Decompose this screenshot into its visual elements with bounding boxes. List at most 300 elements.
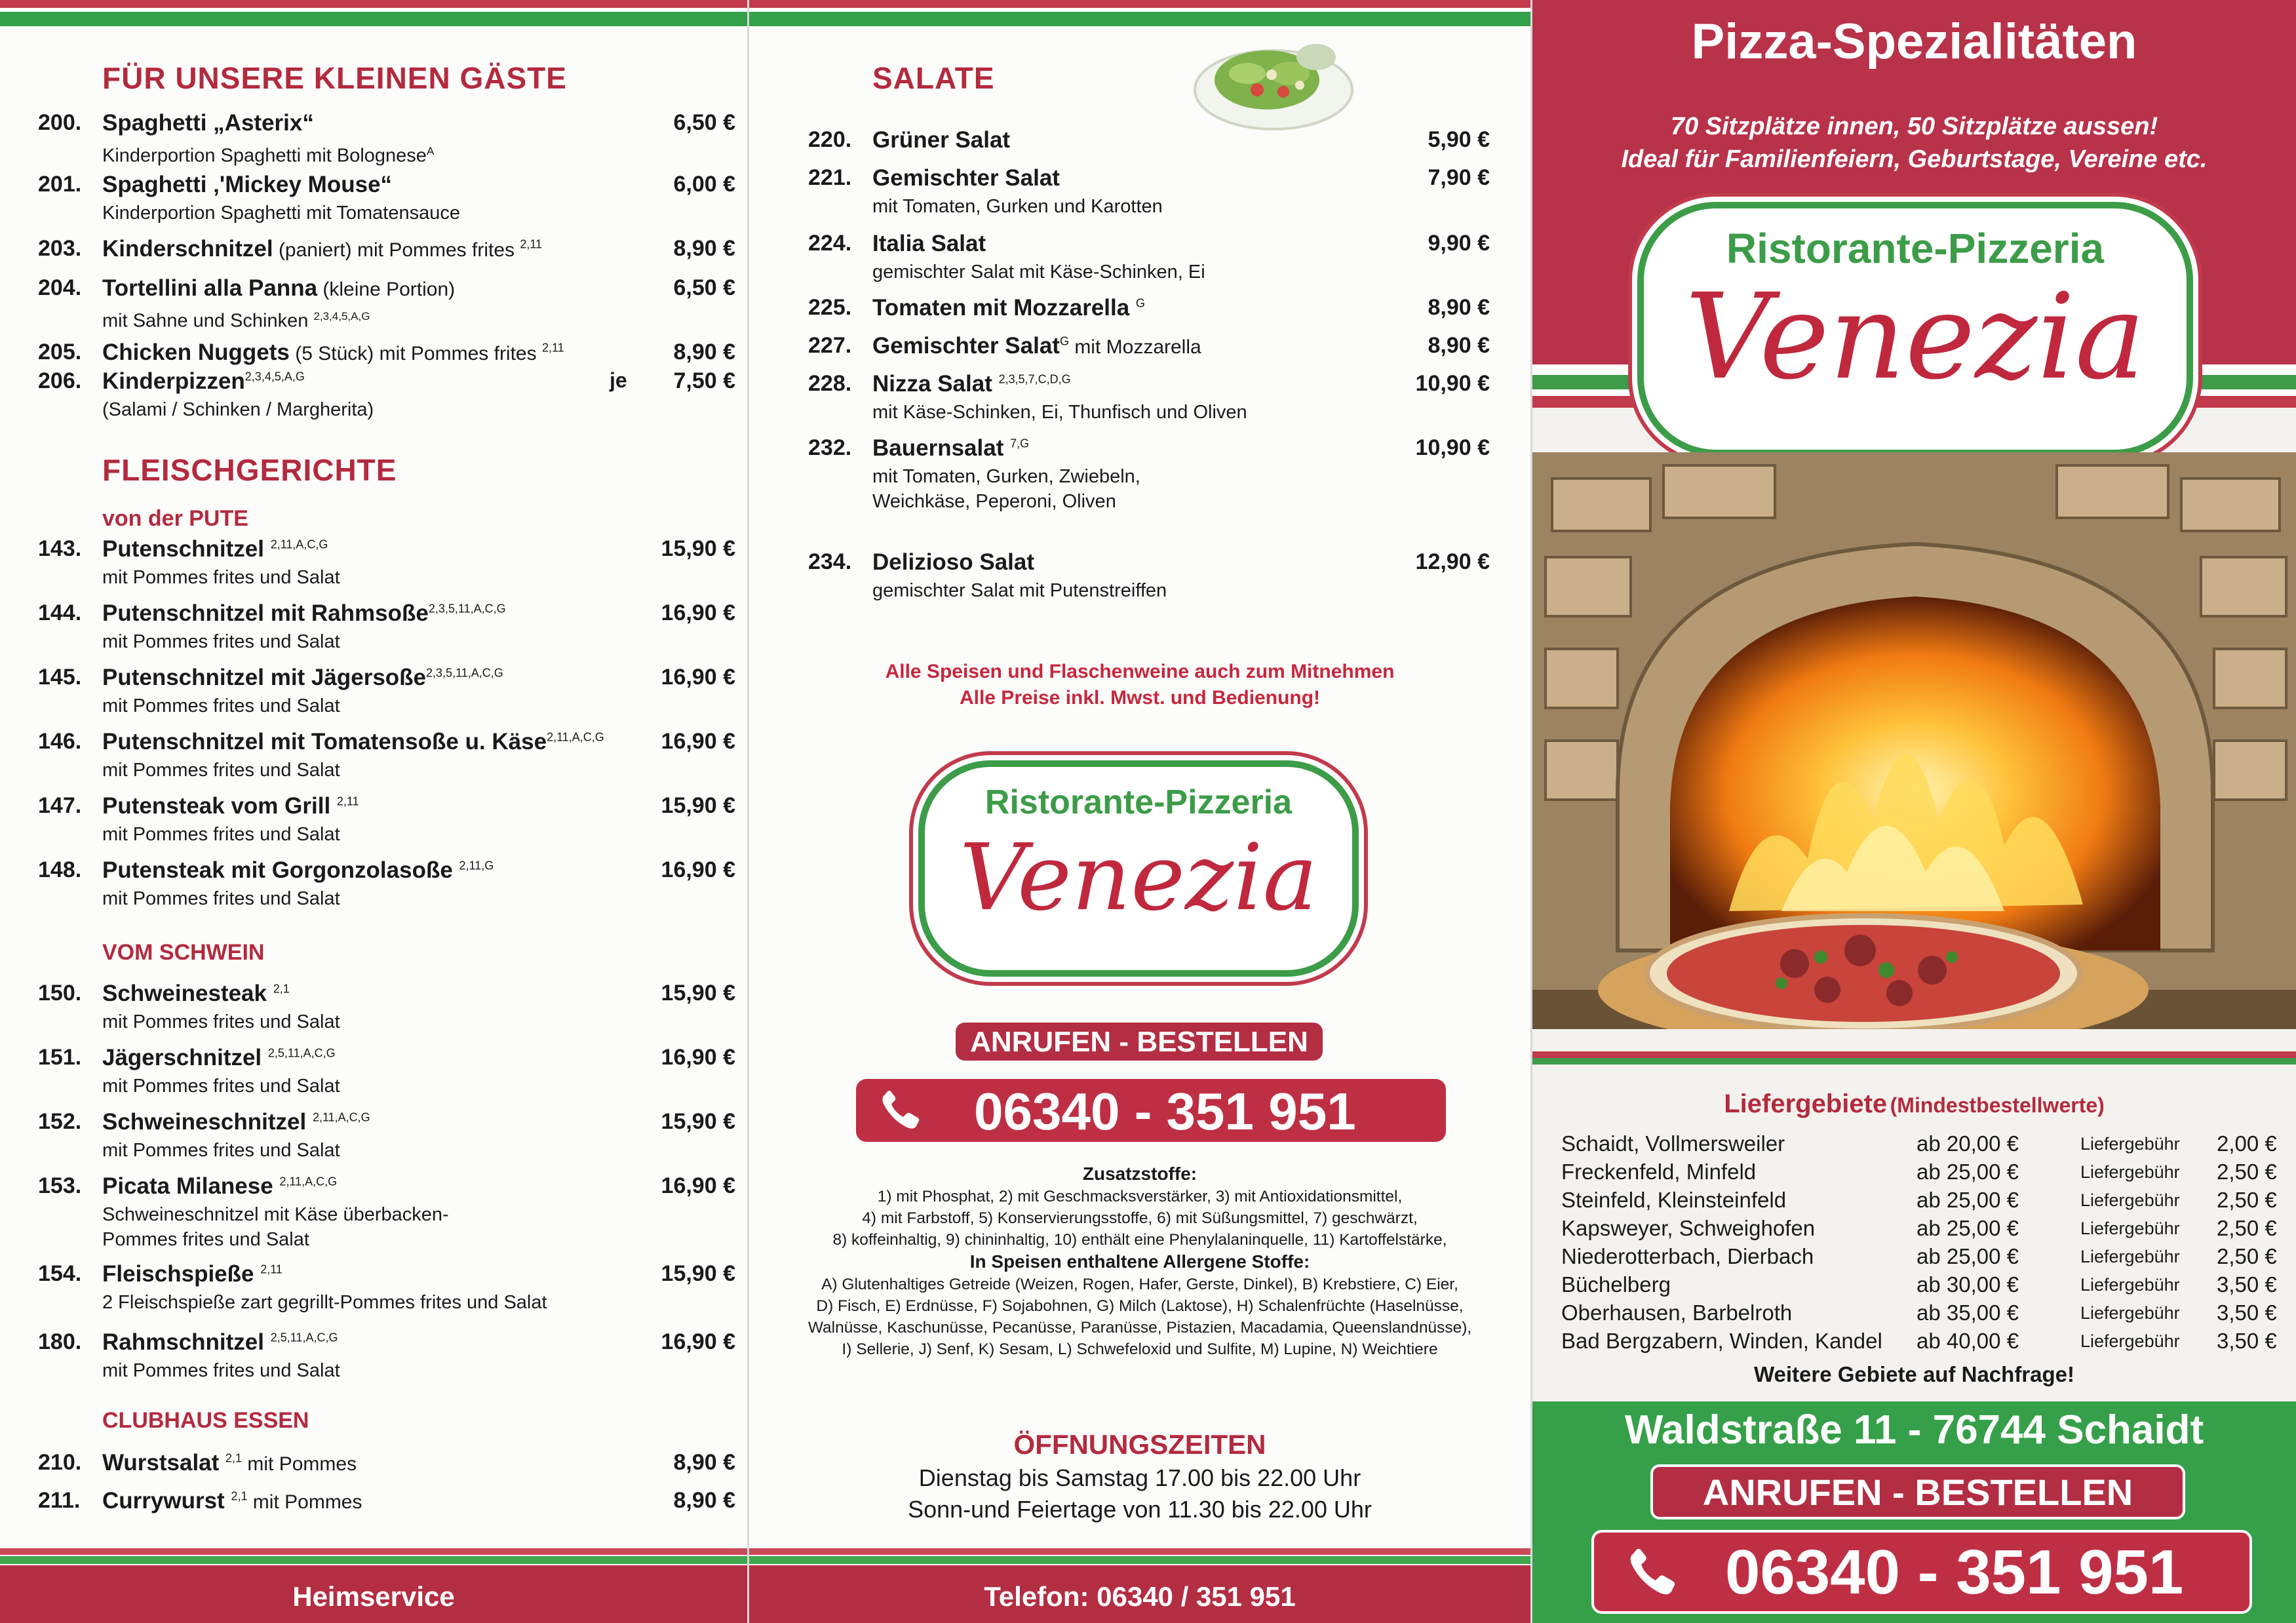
item-description: [102, 758, 340, 783]
pizza-heading: Pizza-Spezialitäten: [1691, 14, 2137, 69]
prices-note: Alle Preise inkl. Mwst. und Bedienung!: [959, 687, 1321, 709]
menu-panel-middle: [747, 0, 1530, 1623]
allergen-codes: 2,11,A,C,G: [270, 538, 328, 551]
delivery-area: Bad Bergzabern, Winden, Kandel: [1561, 1329, 1882, 1353]
item-description: [102, 1009, 340, 1034]
item-price: 7,50 €: [673, 368, 735, 393]
item-description: [872, 400, 1247, 425]
item-number: 211.: [38, 1488, 81, 1513]
menu-item: [749, 231, 1530, 290]
fee-label: Liefergebühr: [2080, 1331, 2180, 1351]
logo-script: Venezia: [1684, 269, 2146, 406]
call-order-badge: ANRUFEN - BESTELLEN: [956, 1023, 1323, 1061]
description-text: mit Sahne und Schinken: [102, 310, 314, 332]
divider-red: [1532, 1051, 2296, 1058]
section-title-salads: SALATE: [872, 61, 995, 95]
delivery-heading: [1532, 1089, 2296, 1119]
item-title: Chicken Nuggets: [102, 340, 290, 365]
item-price: 8,90 €: [1428, 333, 1490, 358]
item-extra: (5 Stück) mit Pommes frites: [289, 343, 542, 364]
item-number: 224.: [808, 231, 852, 256]
item-title: Gemischter Salat: [872, 333, 1060, 359]
minimum-order: ab 25,00 €: [1917, 1160, 2019, 1184]
item-name: [102, 793, 359, 819]
item-name: [872, 549, 1034, 576]
item-name: [872, 231, 986, 257]
cover-logo: [1637, 202, 2193, 456]
allergen-codes: G: [1135, 296, 1145, 310]
subsection-schwein: VOM SCHWEIN: [102, 940, 265, 965]
additives-line: 8) koffeinhaltig, 9) chininhaltig, 10) enthält eine Phenylalaninquelle, 11) Kartoffelstärke,: [832, 1231, 1447, 1249]
item-price: 9,90 €: [1428, 231, 1490, 256]
item-name: [102, 1329, 338, 1356]
item-name: [872, 127, 1010, 153]
footer-telephone: Telefon: 06340 / 351 951: [749, 1565, 1530, 1623]
item-name: [102, 536, 328, 562]
fee-label: Liefergebühr: [2080, 1190, 2180, 1210]
opening-hours-weekdays: Dienstag bis Samstag 17.00 bis 22.00 Uhr: [918, 1464, 1361, 1491]
item-name: [102, 600, 506, 627]
minimum-order: ab 25,00 €: [1917, 1244, 2019, 1268]
item-name: [102, 981, 290, 1007]
item-title: Kinderpizzen: [102, 368, 245, 394]
section-title-kids: FÜR UNSERE KLEINEN GÄSTE: [102, 61, 567, 95]
address: Waldstraße 11 - 76744 Schaidt: [1624, 1407, 2204, 1453]
delivery-area: Niederotterbach, Dierbach: [1561, 1244, 1814, 1268]
item-price: 12,90 €: [1415, 549, 1490, 574]
delivery-row: [1561, 1160, 2295, 1188]
item-title: Putensteak vom Grill: [102, 793, 337, 819]
item-price: 15,90 €: [661, 536, 735, 561]
item-description: [102, 1074, 340, 1099]
item-price: 16,90 €: [661, 1045, 735, 1070]
phone-icon: [878, 1089, 923, 1131]
phone-number: 06340 - 351 951: [974, 1082, 1356, 1141]
item-name: [102, 110, 314, 136]
seats-info: 70 Sitzplätze innen, 50 Sitzplätze aussen!: [1670, 113, 2158, 140]
item-number: 232.: [808, 435, 852, 460]
item-title: Tomaten mit Mozzarella: [872, 295, 1136, 321]
description-text: Schweineschnitzel mit Käse überbacken-: [102, 1204, 449, 1225]
item-number: 221.: [808, 165, 852, 190]
minimum-order: ab 25,00 €: [1917, 1216, 2019, 1240]
delivery-title: Liefergebiete: [1724, 1089, 1888, 1118]
allergens-line: D) Fisch, E) Erdnüsse, F) Sojabohnen, G) Milch (Laktose), H) Schalenfrüchte (Haselnüsse,: [816, 1297, 1464, 1315]
fee-label: Liefergebühr: [2080, 1303, 2180, 1323]
fee-label: Liefergebühr: [2080, 1134, 2180, 1154]
item-name: [872, 435, 1029, 461]
description-text: mit Pommes frites und Salat: [102, 1011, 340, 1032]
delivery-row: [1561, 1300, 2295, 1329]
description-text: mit Käse-Schinken, Ei, Thunfisch und Oliven: [872, 402, 1247, 423]
allergens-line: Walnüsse, Kaschunüsse, Pecanüsse, Paranüsse, Pistazien, Macadamia, Queenslandnüsse),: [807, 1319, 1472, 1337]
allergens-line: A) Glutenhaltiges Getreide (Weizen, Rogen, Hafer, Gerste, Dinkel), B) Krebstiere, C) Eier,: [821, 1276, 1458, 1293]
description-text: (Salami / Schinken / Margherita): [102, 399, 374, 420]
item-number: 204.: [38, 275, 82, 300]
item-number: 153.: [38, 1173, 82, 1198]
opening-hours-title: ÖFFNUNGSZEITEN: [1013, 1429, 1266, 1460]
phone-number: 06340 - 351 951: [1725, 1537, 2184, 1607]
menu-item: [0, 793, 747, 852]
item-name: [872, 371, 1071, 397]
item-price: 16,90 €: [661, 1329, 735, 1354]
menu-item: [0, 1173, 747, 1250]
delivery-area: Steinfeld, Kleinsteinfeld: [1561, 1188, 1787, 1212]
takeaway-note: Alle Speisen und Flaschenweine auch zum Mitnehmen: [885, 661, 1395, 682]
allergen-codes: 2,11,G: [459, 859, 494, 872]
item-title: Picata Milanese: [102, 1173, 280, 1199]
menu-item: [0, 600, 747, 659]
item-price: 8,90 €: [673, 1488, 735, 1513]
item-description: [102, 886, 340, 911]
item-name: [102, 1261, 282, 1287]
item-number: 150.: [38, 981, 82, 1006]
description-text: mit Pommes frites und Salat: [102, 567, 340, 588]
events-info: Ideal für Familienfeiern, Geburtstage, Vereine etc.: [1621, 146, 2208, 173]
menu-item: [0, 1109, 747, 1168]
allergen-codes: 2,11,A,C,G: [312, 1110, 370, 1124]
description-text: mit Pommes frites und Salat: [102, 1140, 340, 1161]
description-text: mit Pommes frites und Salat: [102, 824, 340, 845]
fee-label: Liefergebühr: [2080, 1247, 2180, 1266]
delivery-fee: 2,50 €: [2217, 1188, 2277, 1212]
allergen-codes: 2,5,11,A,C,G: [267, 1046, 336, 1060]
item-title: Italia Salat: [872, 231, 986, 256]
item-description: [102, 139, 434, 168]
item-number: 148.: [38, 857, 82, 882]
description-text: Kinderportion Spaghetti mit Tomatensauce: [102, 203, 460, 224]
item-title: Putenschnitzel: [102, 536, 271, 562]
item-title: Wurstsalat: [102, 1450, 226, 1476]
item-description: [102, 1202, 449, 1252]
additives-line: 4) mit Farbstoff, 5) Konservierungsstoffe, 6) mit Süßungsmittel, 7) geschwärzt,: [862, 1209, 1418, 1227]
fee-label: Liefergebühr: [2080, 1162, 2180, 1182]
additives-line: 1) mit Phosphat, 2) mit Geschmacksverstärker, 3) mit Antioxidationsmittel,: [877, 1188, 1403, 1205]
menu-item: [0, 172, 747, 231]
item-title: Putenschnitzel mit Tomatensoße u. Käse: [102, 729, 547, 754]
menu-item: [0, 275, 747, 334]
fee-label: Liefergebühr: [2080, 1219, 2180, 1238]
item-number: 210.: [38, 1450, 82, 1475]
description-text: mit Tomaten, Gurken, Zwiebeln,: [872, 466, 1140, 487]
item-number: 143.: [38, 536, 82, 561]
allergens-line: I) Sellerie, J) Senf, K) Sesam, L) Schwefeloxid und Sulfite, M) Lupine, N) Weichtiere: [842, 1340, 1438, 1358]
minimum-order: ab 30,00 €: [1917, 1272, 2019, 1297]
item-title: Schweineschnitzel: [102, 1109, 313, 1135]
item-price: 7,90 €: [1428, 165, 1490, 190]
allergen-codes: 2,3,4,5,A,G: [313, 310, 370, 323]
menu-item: [0, 1488, 747, 1547]
item-extra: mit Pommes: [247, 1491, 362, 1513]
item-number: 203.: [38, 236, 82, 261]
menu-item: [749, 435, 1530, 512]
item-name: [102, 172, 392, 198]
allergen-codes: 2,11: [260, 1262, 282, 1276]
allergen-codes: 2,11: [520, 237, 543, 251]
allergen-codes: 2,11: [541, 341, 564, 355]
item-price: 16,90 €: [661, 857, 735, 882]
item-description: [102, 201, 460, 225]
delivery-fee: 3,50 €: [2217, 1329, 2277, 1353]
item-name: [102, 236, 542, 262]
item-number: 228.: [808, 371, 852, 396]
description-text: mit Pommes frites und Salat: [102, 695, 340, 716]
item-name: [872, 295, 1145, 321]
item-price: 15,90 €: [661, 981, 735, 1006]
description-text: mit Pommes frites und Salat: [102, 1076, 340, 1097]
description-text: gemischter Salat mit Käse-Schinken, Ei: [872, 262, 1205, 283]
description-text: Kinderportion Spaghetti mit Bolognese: [102, 145, 427, 166]
allergen-codes: 7,G: [1010, 437, 1030, 450]
delivery-row: [1561, 1244, 2295, 1273]
allergen-codes: 2,1: [231, 1489, 248, 1503]
item-name: [102, 1450, 357, 1476]
item-title: Currywurst: [102, 1488, 231, 1514]
description-text: Pommes frites und Salat: [102, 1229, 309, 1250]
menu-item: [0, 665, 747, 724]
allergen-codes: A: [426, 145, 435, 157]
delivery-row: [1561, 1329, 2295, 1358]
opening-hours-holidays: Sonn-und Feiertage von 11.30 bis 22.00 Uhr: [908, 1496, 1372, 1523]
item-price: 8,90 €: [673, 236, 735, 261]
item-number: 227.: [808, 333, 852, 358]
allergen-codes: 2,1: [273, 982, 290, 996]
item-number: 154.: [38, 1261, 82, 1286]
menu-item: [0, 1045, 747, 1104]
item-number: 144.: [38, 600, 82, 625]
call-order-badge: ANRUFEN - BESTELLEN: [1650, 1464, 2185, 1519]
item-description: [872, 464, 1140, 514]
top-stripe: [749, 0, 1530, 26]
description-text: mit Pommes frites und Salat: [102, 1360, 340, 1381]
subsection-clubhaus: CLUBHAUS ESSEN: [102, 1408, 309, 1433]
item-title: Putenschnitzel mit Rahmsoße: [102, 600, 429, 626]
item-title: Schweinesteak: [102, 981, 273, 1006]
minimum-order: ab 20,00 €: [1917, 1131, 2019, 1156]
item-number: 205.: [38, 340, 82, 364]
item-price: 6,50 €: [673, 275, 735, 300]
allergen-codes: G: [1059, 334, 1069, 348]
item-extra: mit Mozzarella: [1068, 336, 1201, 358]
phone-banner[interactable]: [1591, 1530, 2252, 1614]
item-name: [102, 368, 305, 395]
item-description: [102, 822, 340, 847]
item-price: 16,90 €: [661, 729, 735, 754]
delivery-area: Schaidt, Vollmersweiler: [1561, 1131, 1785, 1156]
logo-title: Ristorante-Pizzeria: [984, 783, 1293, 821]
item-name: [872, 333, 1201, 359]
menu-item: [0, 1261, 747, 1320]
menu-item: [0, 729, 747, 788]
restaurant-logo: [918, 760, 1359, 977]
item-description: [872, 260, 1205, 284]
pizza-oven-image: [1532, 452, 2296, 1029]
item-name: [102, 1045, 336, 1071]
menu-item: [0, 1329, 747, 1388]
item-name: [102, 729, 604, 755]
description-text: mit Pommes frites und Salat: [102, 760, 340, 781]
item-title: Rahmschnitzel: [102, 1329, 271, 1355]
item-description: [872, 578, 1167, 603]
phone-banner[interactable]: [856, 1079, 1446, 1142]
delivery-fee: 2,50 €: [2217, 1160, 2277, 1184]
allergen-codes: 2,5,11,A,C,G: [270, 1331, 338, 1344]
item-description: [102, 397, 374, 422]
item-number: 151.: [38, 1045, 82, 1070]
delivery-row: [1561, 1272, 2295, 1301]
item-price: 16,90 €: [661, 1173, 735, 1198]
item-price: 15,90 €: [661, 793, 735, 818]
menu-item: [0, 110, 747, 169]
menu-item: [749, 165, 1530, 224]
item-title: Putenschnitzel mit Jägersoße: [102, 665, 427, 690]
menu-item: [0, 857, 747, 916]
description-text: mit Tomaten, Gurken und Karotten: [872, 196, 1163, 217]
item-extra: (kleine Portion): [317, 279, 456, 300]
salad-image: [1185, 28, 1362, 139]
description-text: gemischter Salat mit Putenstreiffen: [872, 580, 1167, 601]
item-price: 10,90 €: [1415, 371, 1490, 396]
menu-item: [0, 536, 747, 595]
logo-script: Venezia: [959, 825, 1318, 931]
item-name: [102, 275, 455, 302]
item-number: 146.: [38, 729, 82, 754]
delivery-area: Kapsweyer, Schweighofen: [1561, 1216, 1816, 1240]
delivery-row: [1561, 1188, 2295, 1217]
item-number: 180.: [38, 1329, 82, 1354]
minimum-order: ab 25,00 €: [1917, 1188, 2019, 1212]
allergen-codes: 2,11,A,C,G: [547, 730, 604, 744]
minimum-order: ab 35,00 €: [1917, 1300, 2019, 1325]
fee-label: Liefergebühr: [2080, 1275, 2180, 1295]
item-title: Fleischspieße: [102, 1261, 261, 1287]
item-title: Kinderschnitzel: [102, 236, 273, 262]
item-title: Grüner Salat: [872, 127, 1011, 153]
minimum-order: ab 40,00 €: [1917, 1329, 2019, 1353]
description-text: mit Pommes frites und Salat: [102, 888, 340, 909]
item-price: 8,90 €: [673, 340, 735, 364]
allergen-codes: 2,3,5,11,A,C,G: [428, 602, 506, 616]
item-name: [102, 857, 494, 884]
delivery-fee: 3,50 €: [2217, 1300, 2277, 1325]
item-title: Gemischter Salat: [872, 165, 1060, 191]
item-name: [102, 1173, 337, 1200]
item-number: 200.: [38, 110, 82, 135]
item-name: [102, 340, 564, 366]
item-description: [102, 629, 340, 654]
delivery-fee: 2,00 €: [2217, 1131, 2277, 1156]
divider-green: [1532, 1058, 2296, 1065]
additives-block: [749, 1163, 1530, 1360]
allergen-codes: 2,1: [225, 1451, 243, 1465]
delivery-area: Freckenfeld, Minfeld: [1561, 1160, 1757, 1184]
section-title-meat: FLEISCHGERICHTE: [102, 453, 397, 487]
item-description: [102, 1290, 547, 1315]
item-price: 16,90 €: [661, 600, 735, 625]
item-price: 15,90 €: [661, 1109, 735, 1134]
item-title: Spaghetti ‚'Mickey Mouse“: [102, 172, 393, 197]
item-number: 220.: [808, 127, 852, 152]
item-title: Spaghetti „Asterix“: [102, 110, 314, 136]
item-price: 8,90 €: [1428, 295, 1490, 320]
item-number: 147.: [38, 793, 82, 818]
menu-item: [0, 981, 747, 1040]
allergen-codes: 2,3,4,5,A,G: [244, 370, 305, 383]
allergen-codes: 2,3,5,11,A,C,G: [426, 666, 503, 680]
item-extra: (paniert) mit Pommes frites: [273, 239, 520, 261]
price-each-label: je: [610, 368, 627, 392]
item-price: 16,90 €: [661, 665, 735, 690]
item-title: Putensteak mit Gorgonzolasoße: [102, 857, 459, 883]
allergens-title: In Speisen enthaltene Allergene Stoffe:: [969, 1251, 1310, 1272]
logo-title: Ristorante-Pizzeria: [1726, 225, 2105, 272]
allergen-codes: 2,11,A,C,G: [279, 1175, 338, 1188]
item-description: [102, 1358, 340, 1383]
description-text: 2 Fleischspieße zart gegrillt-Pommes frites und Salat: [102, 1292, 547, 1313]
item-description: [872, 194, 1163, 219]
footer-heimservice: Heimservice: [0, 1565, 747, 1623]
item-price: 8,90 €: [673, 1450, 735, 1475]
item-number: 225.: [808, 295, 852, 320]
description-text: mit Pommes frites und Salat: [102, 631, 340, 652]
subsection-pute: von der PUTE: [102, 506, 248, 531]
item-number: 234.: [808, 549, 852, 574]
allergen-codes: 2,11: [336, 794, 359, 808]
delivery-area: Oberhausen, Barbelroth: [1561, 1300, 1793, 1325]
allergen-codes: 2,3,5,7,C,D,G: [998, 372, 1071, 386]
delivery-fee: 3,50 €: [2217, 1272, 2277, 1297]
menu-panel-cover: [1530, 0, 2296, 1623]
item-name: [102, 1488, 362, 1514]
item-name: [872, 165, 1060, 191]
item-title: Tortellini alla Panna: [102, 275, 318, 301]
menu-item: [749, 371, 1530, 430]
delivery-row: [1561, 1131, 2295, 1160]
item-number: 152.: [38, 1109, 82, 1134]
item-price: 10,90 €: [1415, 435, 1490, 460]
item-number: 206.: [38, 368, 82, 393]
item-price: 6,00 €: [673, 172, 735, 197]
item-price: 6,50 €: [673, 110, 735, 135]
item-name: [102, 1109, 370, 1135]
item-price: 15,90 €: [661, 1261, 735, 1286]
additives-title: Zusatzstoffe:: [1082, 1163, 1197, 1184]
delivery-fee: 2,50 €: [2217, 1244, 2277, 1268]
item-title: Bauernsalat: [872, 435, 1011, 461]
delivery-area: Büchelberg: [1561, 1272, 1671, 1297]
item-extra: mit Pommes: [242, 1453, 357, 1475]
top-stripe: [0, 0, 747, 26]
item-description: [102, 304, 370, 334]
delivery-row: [1561, 1216, 2295, 1245]
more-areas-note: Weitere Gebiete auf Nachfrage!: [1753, 1362, 2075, 1386]
item-title: Delizioso Salat: [872, 549, 1035, 575]
menu-panel-left: [0, 0, 747, 1623]
item-number: 145.: [38, 665, 82, 690]
delivery-subtitle: (Mindestbestellwerte): [1890, 1093, 2105, 1117]
item-title: Jägerschnitzel: [102, 1045, 268, 1070]
item-number: 201.: [38, 172, 82, 197]
item-description: [102, 565, 340, 590]
description-text: Weichkäse, Peperoni, Oliven: [872, 491, 1116, 512]
delivery-fee: 2,50 €: [2217, 1216, 2277, 1240]
item-description: [102, 694, 340, 718]
item-name: [102, 665, 503, 691]
item-title: Nizza Salat: [872, 371, 999, 397]
menu-item: [0, 368, 747, 427]
item-price: 5,90 €: [1428, 127, 1490, 152]
phone-icon: [1625, 1547, 1679, 1598]
